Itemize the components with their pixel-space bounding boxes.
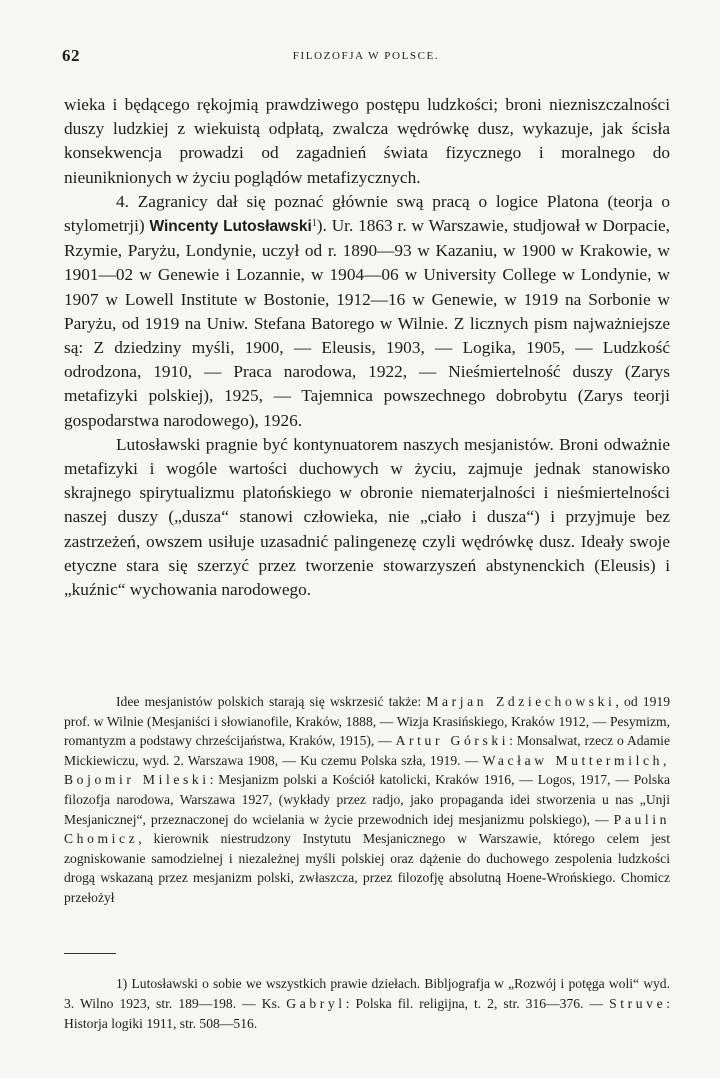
footnote (64, 974, 670, 1033)
author-name: Wincenty Lutosławski (149, 218, 312, 236)
small-print-note (64, 692, 670, 908)
footnote-paragraph (64, 974, 670, 1033)
spaced-name: Artur Górski (395, 733, 510, 749)
footnote-separator (64, 953, 116, 954)
spaced-name: Paulin Chomicz (64, 811, 670, 847)
footnote-reference: 1 (311, 218, 317, 230)
footnote-text: : Polska fil. religijna, t. 2, str. 316—376. — (345, 995, 610, 1011)
spaced-name: Wacław Muttermilch, Bojomir Mileski (64, 752, 670, 788)
spaced-name: Struve (609, 995, 667, 1011)
paragraph-continuation: wieka i będącego rękojmią prawdziwego postępu ludzkości; broni niezniszczalności duszy ludzkiej z wiekuistą odpłatą, zwalcza wędrówkę dusz, wykazuje, jak ścisła konsekwencja prowadzi od zagadnień świata fizycznego i moralnego do nieuniknionych w życiu poglądów metafizycznych. (64, 95, 670, 187)
footnote-marker: 1) (116, 976, 128, 991)
running-head: FILOZOFJA W POLSCE. (292, 50, 440, 62)
note-text: : Mesjanizm polski a Kościół katolicki, Kraków 1916, — Logos, 1917, — Polska filozofja narodowa, Warszawa 1927, (wykłady przez radjo, jako propaganda idei stworzenia u nas „Unji Mesjanicznej“, przeznaczonej do wcielania w życie przewodnich idej mesjanizmu polskiego), — (64, 772, 670, 827)
page-number: 62 (62, 46, 80, 65)
spaced-name: Gabryl (286, 995, 346, 1011)
note-text: : Monsalwat, rzecz o Adamie Mickiewiczu, wyd. 2. Warszawa 1908, — Ku czemu Polska szła, 1919. — (64, 733, 670, 768)
paragraph-text: ). Ur. 1863 r. w Warszawie, studjował w Dorpacie, Rzymie, Paryżu, Londynie, uczył od r. 1890—93 w Kazaniu, w 1900 w Krakowie, w 1901—02 w Genewie i Lozannie, w 1904—06 w University College w Londynie, w 1907 w Lowell Institute w Bostonie, 1912—16 w Genewie, w 1919 na Sorbonie w Paryżu, od 1919 na Uniw. Stefana Batorego w Wilnie. Z licznych pism najważniejsze są: Z dziedziny myśli, 1900, — Eleusis, 1903, — Logika, 1905, — Ludzkość odrodzona, 1910, — Praca narodowa, 1922, — Nieśmiertelność duszy (Zarys metafizyki polskiej), 1925, — Tajemnica powszechnego dobrobytu (Zarys teorji gospodarstwa narodowego), 1926. (64, 216, 671, 430)
spaced-name: Marjan Zdziechowski (426, 694, 616, 709)
footnote-text: : Historja logiki 1911, str. 508—516. (64, 995, 670, 1031)
note-text: Idee mesjanistów polskich starają się wskrzesić także: (116, 694, 427, 709)
note-text: , kierownik niestrudzony Instytutu Mesjanicznego w Warszawie, którego celem jest zogniskowanie samodzielnej i niezależnej myśli polskiej oraz dążenie do duchowego zespolenia ludzkości drogą wskazaną przez mesjanizm polski, zwłaszcza, przez filozofję absolutną Hoene-Wrońskiego. Chomicz przełożył (64, 831, 670, 905)
page-header (62, 46, 670, 68)
main-text (64, 93, 670, 602)
note-text: , od 1919 prof. w Wilnie (Mesjaniści i słowianofile, Kraków, 1888, — Wizja Krasińskiego, Kraków 1912, — Pesymizm, romantyzm a podstawy chrześcijaństwa, Kraków, 1915), — (64, 694, 670, 749)
paragraph-lutoslawski-views: Lutosławski pragnie być kontynuatorem naszych mesjanistów. Broni odważnie metafizyki i wogóle wartości duchowych w życiu, zajmuje jednak stanowisko skrajnego spirytualizmu platońskiego w obronie niematerjalności i nieśmiertelności naszej duszy („dusza“ stanowi człowieka, nie „ciało i dusza“) i przyjmuje bez zastrzeżeń, owszem usiłuje uzasadnić palingenezę czyli wędrówkę dusz. Ideały swoje etyczne stara się szerzyć przez tworzenie stowarzyszeń abstynenckich (Eleusis) i „kuźnic“ wychowania narodowego. (64, 434, 670, 600)
paragraph-lutoslawski-bio (64, 190, 670, 433)
paragraph-text: 4. Zagranicy dał się poznać głównie swą pracą o logice Platona (teorja o stylometrji) (64, 191, 670, 236)
footnote-text: Lutosławski o sobie we wszystkich prawie dziełach. Bibljografja w „Rozwój i potęga woli“ wyd. 3. Wilno 1923, str. 189—198. — Ks. (64, 976, 670, 1011)
note-paragraph (64, 692, 670, 908)
